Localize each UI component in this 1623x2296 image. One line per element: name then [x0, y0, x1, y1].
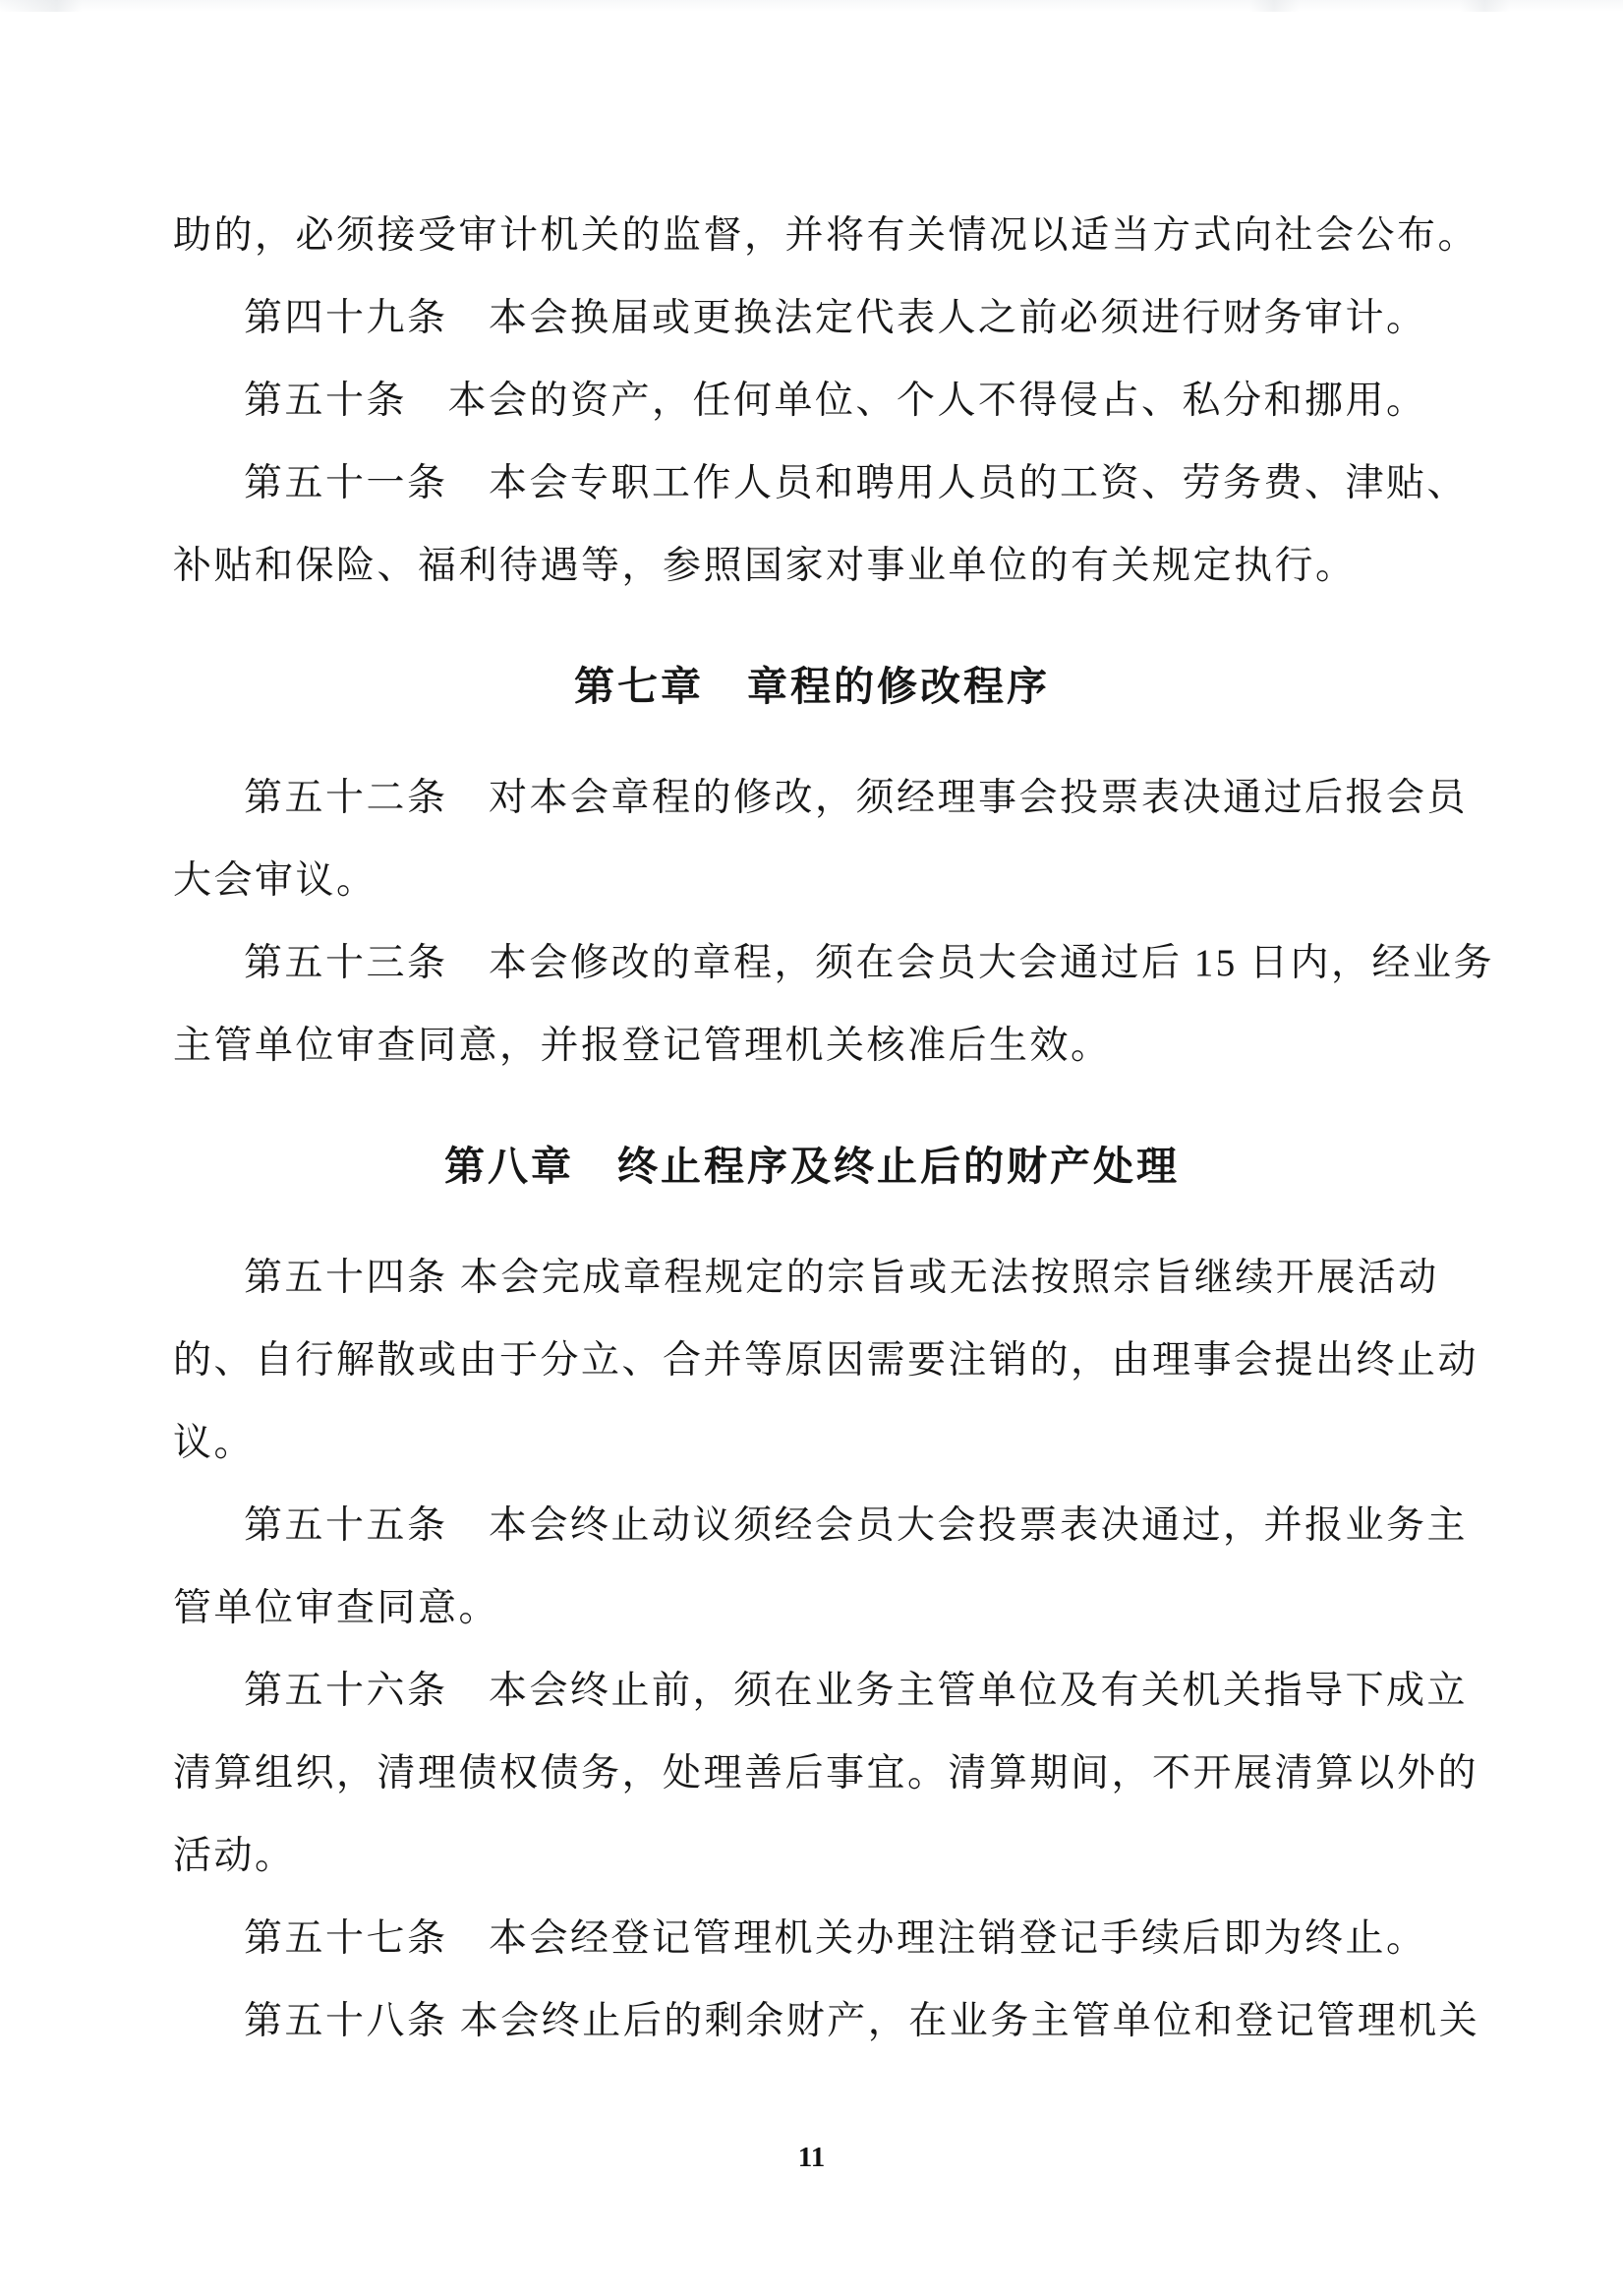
text-line: 管单位审查同意。 [173, 1587, 500, 1629]
document-lines [173, 195, 1495, 2063]
text-line: 第五十三条 本会修改的章程，须在会员大会通过后 15 日内，经业务 [244, 942, 1495, 984]
page-number: 11 [797, 2142, 826, 2173]
text-line: 主管单位审查同意，并报登记管理机关核准后生效。 [173, 1025, 1112, 1067]
text-line: 第五十四条 本会完成章程规定的宗旨或无法按照宗旨继续开展活动 [244, 1257, 1439, 1299]
chapter-heading: 第八章 终止程序及终止后的财产处理 [444, 1144, 1180, 1189]
text-line: 第五十五条 本会终止动议须经会员大会投票表决通过，并报业务主 [244, 1504, 1469, 1547]
text-line: 助的，必须接受审计机关的监督，并将有关情况以适当方式向社会公布。 [173, 214, 1479, 257]
text-line: 第四十九条 本会换届或更换法定代表人之前必须进行财务审计。 [244, 297, 1427, 339]
text-line: 第五十七条 本会经登记管理机关办理注销登记手续后即为终止。 [244, 1917, 1427, 1960]
text-line: 第五十八条 本会终止后的剩余财产，在业务主管单位和登记管理机关 [244, 2000, 1480, 2042]
text-line: 的、自行解散或由于分立、合并等原因需要注销的，由理事会提出终止动 [173, 1339, 1479, 1382]
text-line: 第五十一条 本会专职工作人员和聘用人员的工资、劳务费、津贴、 [244, 462, 1469, 504]
text-line: 活动。 [173, 1835, 296, 1877]
chapter-heading: 第七章 章程的修改程序 [574, 664, 1050, 709]
text-line: 补贴和保险、福利待遇等，参照国家对事业单位的有关规定执行。 [173, 545, 1357, 587]
text-line: 清算组织，清理债权债务，处理善后事宜。清算期间，不开展清算以外的 [173, 1752, 1479, 1795]
text-line: 第五十条 本会的资产，任何单位、个人不得侵占、私分和挪用。 [244, 380, 1427, 422]
text-line: 第五十六条 本会终止前，须在业务主管单位及有关机关指导下成立 [244, 1670, 1469, 1712]
text-line: 议。 [173, 1422, 256, 1464]
scan-artifact-top [0, 0, 1623, 12]
text-line: 第五十二条 对本会章程的修改，须经理事会投票表决通过后报会员 [244, 777, 1469, 819]
text-line: 大会审议。 [173, 859, 377, 902]
